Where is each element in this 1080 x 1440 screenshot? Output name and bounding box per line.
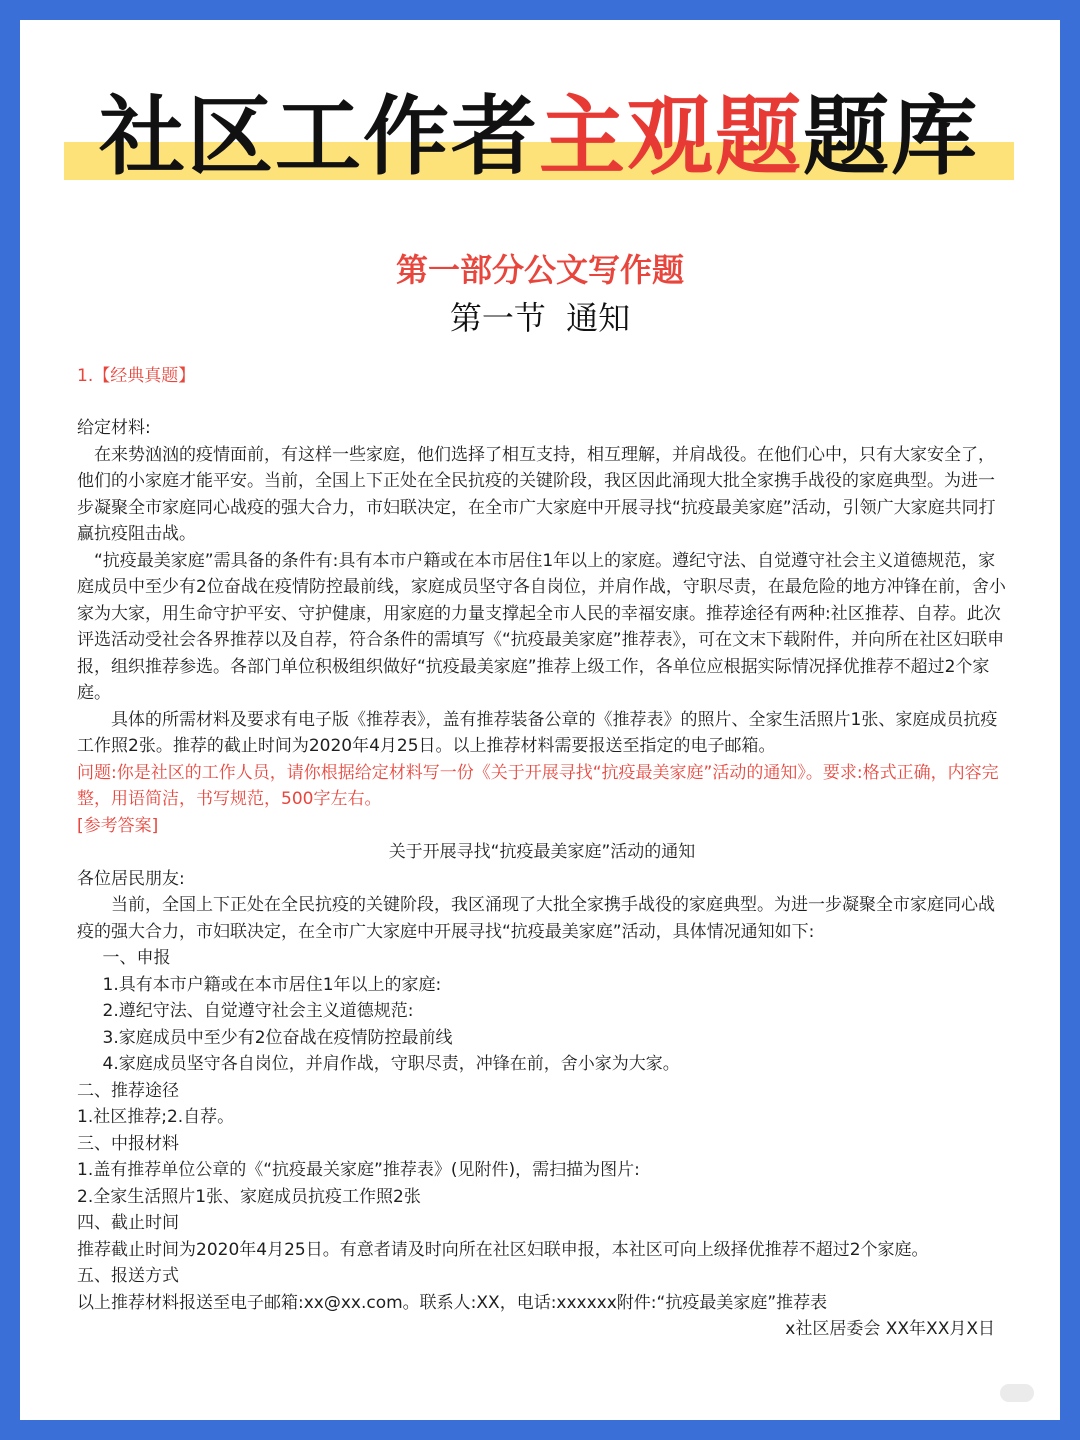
material-paragraph: 在来势汹汹的疫情面前，有这样一些家庭，他们选择了相互支持，相互理解，并肩战役。在他们心中，只有大家安全了，他们的小家庭才能平安。当前，全国上下正处在全民抗疫的关键阶段，我区因此涌现大批全家携手战役的家庭典型。为进一步凝聚全市家庭同心战疫的强大合力，市妇联决定，在全市广大家庭中开展寻找“抗疫最美家庭”活动，引领广大家庭共同打赢抗疫阻击战。: [77, 444, 996, 544]
section-4-heading: 四、截止时间: [77, 1213, 179, 1233]
section-5-text: 以上推荐材料报送至电子邮箱:xx@xx.com。联系人:XX，电话:xxxxxx附件:“抗疫最美家庭”推荐表: [77, 1292, 828, 1313]
section-3-item: 2.全家生活照片1张、家庭成员抗疫工作照2张: [77, 1186, 421, 1207]
section-2-text: 1.社区推荐;2.自荐。: [77, 1107, 235, 1127]
section-1-item: 1.具有本市户籍或在本市居住1年以上的家庭:: [102, 974, 442, 995]
part-title: 第一部分公文写作题: [395, 251, 684, 289]
title-part-3: 题库: [803, 87, 979, 187]
answer-intro: 当前，全国上下正处在全民抗疫的关键阶段，我区涌现了大批全家携手战役的家庭典型。为进一步凝聚全市家庭同心战疫的强大合力，市妇联决定，在全市广大家庭中开展寻找“抗疫最美家庭”活动，具体情况通知如下:: [77, 895, 995, 942]
title-part-2-highlight: 主观题: [539, 87, 803, 187]
problem-text: 问题:你是社区的工作人员，请你根据给定材料写一份《关于开展寻找“抗疫最美家庭”活动的通知》。要求:格式正确，内容完整，用语简洁，书写规范，500字左右。: [77, 762, 999, 809]
section-2-heading: 二、推荐途径: [77, 1080, 179, 1101]
section-title: 第一节 通知: [449, 299, 631, 337]
header: [64, 82, 1014, 202]
material-paragraph: 具体的所需材料及要求有电子版《推荐表》，盖有推荐装备公章的《推荐表》的照片、全家生活照片1张、家庭成员抗疫工作照2张。推荐的截止时间为2020年4月25日。以上推荐材料需要报送至指定的电子邮箱。: [77, 709, 998, 756]
material-paragraph: “抗疫最美家庭”需具备的条件有:具有本市户籍或在本市居住1年以上的家庭。遵纪守法、自觉遵守社会主义道德规范，家庭成员中至少有2位奋战在疫情防控最前线，家庭成员坚守各自岗位，并肩作战，守职尽责，在最危险的地方冲锋在前，舍小家为大家，用生命守护平安、守护健康，用家庭的力量支撑起全市人民的幸福安康。推荐途径有两种:社区推荐、自荐。此次评选活动受社会各界推荐以及自荐，符合条件的需填写《“抗疫最美家庭”推荐表》，可在文末下载附件，并向所在社区妇联申报，组织推荐参选。各部门单位积极组织做好“抗疫最美家庭”推荐上级工作，各单位应根据实际情况择优推荐不超过2个家庭。: [77, 550, 1006, 703]
page-title: [64, 82, 1014, 192]
section-1-item: 3.家庭成员中至少有2位奋战在疫情防控最前线: [102, 1027, 453, 1048]
section-1-item: 4.家庭成员坚守各自岗位，并肩作战，守职尽责，冲锋在前，舍小家为大家。: [102, 1054, 680, 1074]
material-label: 给定材料:: [77, 418, 151, 438]
section-1-heading: 一、申报: [102, 948, 171, 968]
section-3-heading: 三、中报材料: [77, 1133, 179, 1154]
watermark-icon: [1000, 1384, 1034, 1402]
section-3-item: 1.盖有推荐单位公章的《“抗疫最关家庭”推荐表》(见附件)，需扫描为图片:: [77, 1160, 640, 1180]
section-1-item: 2.遵纪守法、自觉遵守社会主义道德规范:: [102, 1001, 414, 1021]
section-5-heading: 五、报送方式: [77, 1266, 179, 1286]
answer-salutation: 各位居民朋友:: [77, 868, 185, 889]
section-4-text: 推荐截止时间为2020年4月25日。有意者请及时向所在社区妇联申报，本社区可向上级择优推荐不超过2个家庭。: [77, 1239, 929, 1260]
document-page: [20, 20, 1060, 1420]
answer-title: 关于开展寻找“抗疫最美家庭”活动的通知: [388, 842, 696, 862]
answer-label: [参考答案]: [77, 815, 159, 836]
document-body: [77, 415, 1007, 1343]
signature: x社区居委会 XX年XX月X日: [785, 1319, 995, 1339]
title-part-1: 社区工作者: [99, 87, 539, 187]
question-number: 1.【经典真题】: [77, 366, 196, 386]
